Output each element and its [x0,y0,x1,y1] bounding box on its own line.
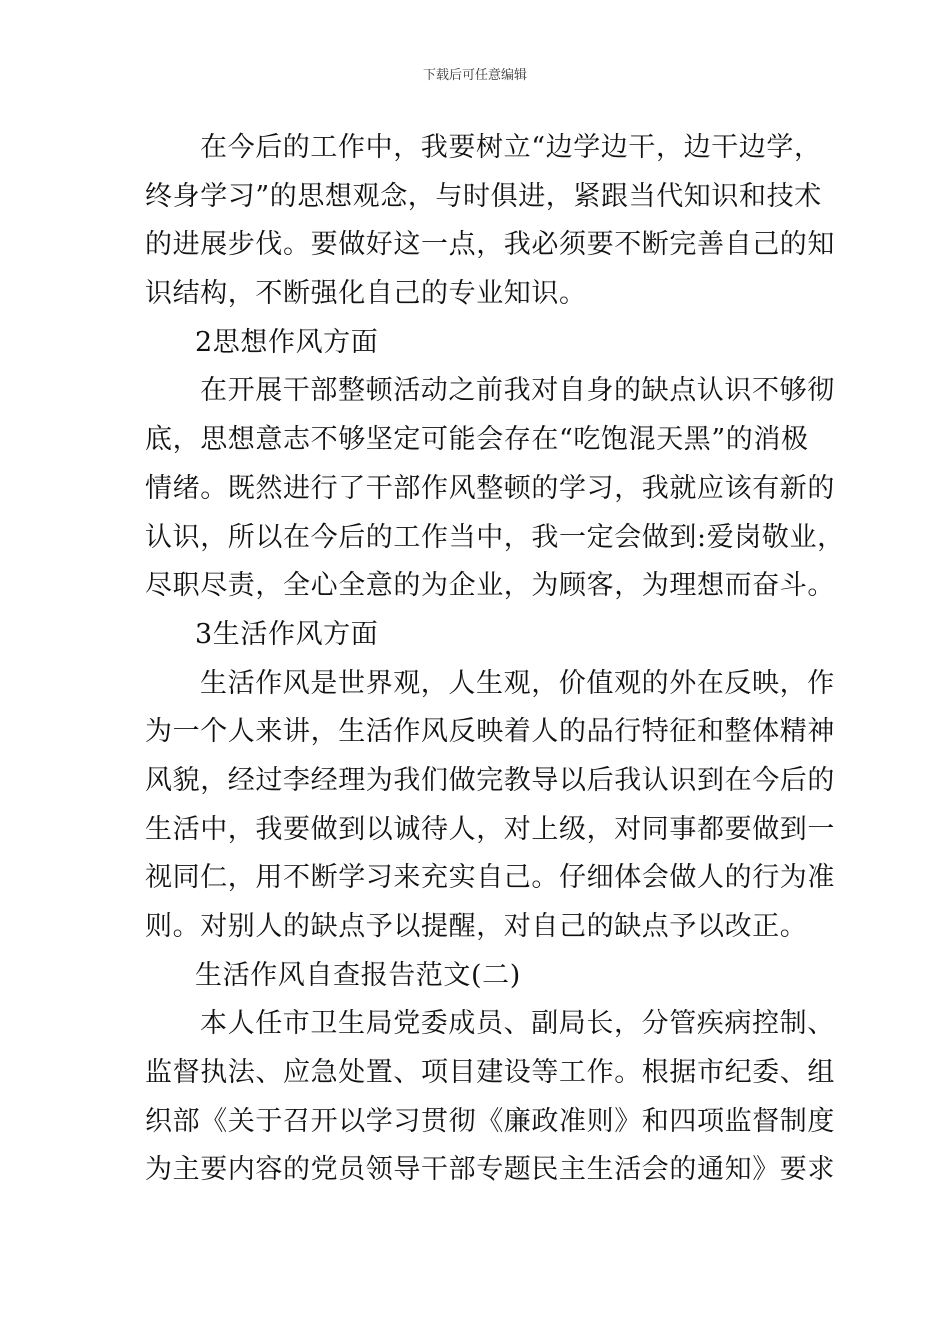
paragraph-line: 生活中，我要做到以诚待人，对上级，对同事都要做到一 [145,813,835,845]
paragraph-line: 识结构，不断强化自己的专业知识。 [145,278,587,310]
paragraph-line: 的进展步伐。要做好这一点，我必须要不断完善自己的知 [145,229,835,261]
section-heading: 2思想作风方面 [195,326,379,358]
paragraph-line: 生活作风是世界观，人生观，价值观的外在反映，作 [200,667,835,699]
paragraph-line: 为主要内容的党员领导干部专题民主生活会的通知》要求 [145,1154,835,1186]
paragraph-line: 在开展干部整顿活动之前我对自身的缺点认识不够彻 [200,375,835,407]
paragraph-line: 在今后的工作中，我要树立“边学边干，边干边学， [200,132,822,163]
paragraph-line: 终身学习”的思想观念，与时俱进，紧跟当代知识和技术 [145,180,822,212]
paragraph-line: 监督执法、应急处置、项目建设等工作。根据市纪委、组 [145,1057,835,1089]
paragraph-line: 风貌，经过李经理为我们做完教导以后我认识到在今后的 [145,764,835,796]
document-body [145,124,845,1195]
paragraph-line: 本人任市卫生局党委成员、副局长，分管疾病控制、 [200,1008,835,1040]
paragraph-line: 认识，所以在今后的工作当中，我一定会做到:爱岗敬业， [145,521,845,553]
paragraph-line: 尽职尽责，全心全意的为企业，为顾客，为理想而奋斗。 [145,570,835,602]
paragraph-line: 则。对别人的缺点予以提醒，对自己的缺点予以改正。 [145,911,808,942]
paragraph-line: 底，思想意志不够坚定可能会存在“吃饱混天黑”的消极 [145,424,809,456]
section-heading: 生活作风自查报告范文(二) [195,959,521,991]
paragraph-line: 织部《关于召开以学习贯彻《廉政准则》和四项监督制度 [145,1105,835,1137]
section-heading: 3生活作风方面 [195,618,379,650]
page-header: 下载后可任意编辑 [422,68,527,83]
paragraph-line: 视同仁，用不断学习来充实自己。仔细体会做人的行为准 [145,862,835,894]
paragraph-line: 情绪。既然进行了干部作风整顿的学习，我就应该有新的 [145,472,835,504]
paragraph-line: 为一个人来讲，生活作风反映着人的品行特征和整体精神 [145,716,835,748]
